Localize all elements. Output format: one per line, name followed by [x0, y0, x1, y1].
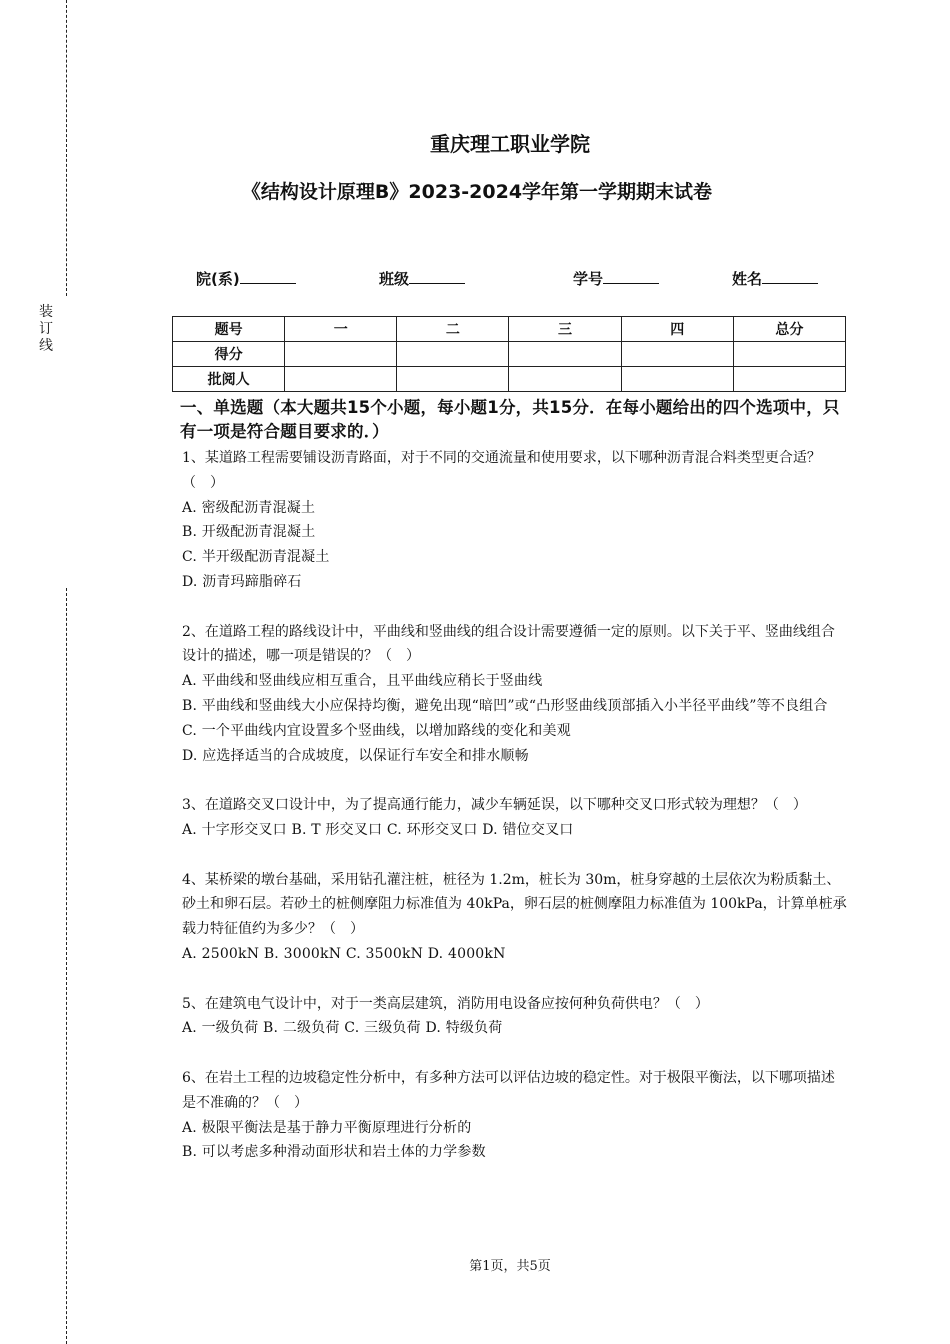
- college-label: 院(系): [196, 270, 240, 288]
- binding-char: 订: [39, 321, 53, 337]
- grader-cell[interactable]: [509, 367, 621, 392]
- question-option: C. 一个平曲线内宜设置多个竖曲线，以增加路线的变化和美观: [182, 722, 571, 739]
- score-table-col-header: 四: [621, 317, 733, 342]
- binding-dashed-line-bottom: [66, 588, 67, 1344]
- student-id-label: 学号: [573, 270, 604, 288]
- question-option: B. 开级配沥青混凝土: [182, 524, 316, 541]
- score-table-row-label: 批阅人: [173, 367, 285, 392]
- question-option: C. 半开级配沥青混凝土: [182, 549, 330, 566]
- binding-label: [37, 304, 55, 355]
- question-option: D. 应选择适当的合成坡度，以保证行车安全和排水顺畅: [182, 747, 529, 764]
- score-table-header-row: [173, 317, 846, 342]
- question-option: D. 沥青玛蹄脂碎石: [182, 573, 302, 590]
- score-cell[interactable]: [733, 342, 845, 367]
- grader-cell[interactable]: [733, 367, 845, 392]
- class-field: [379, 268, 465, 290]
- score-cell[interactable]: [285, 342, 397, 367]
- score-table-row: [173, 342, 846, 367]
- name-label: 姓名: [732, 270, 763, 288]
- college-field: [196, 268, 296, 290]
- question-stem: 2、在道路工程的路线设计中，平曲线和竖曲线的组合设计需要遵循一定的原则。以下关于平、竖曲线组合设计的描述，哪一项是错误的？（ ）: [182, 623, 835, 665]
- page-number: 第1页，共5页: [469, 1259, 551, 1274]
- question-option: A. 十字形交叉口 B. T 形交叉口 C. 环形交叉口 D. 错位交叉口: [182, 821, 574, 838]
- grader-cell[interactable]: [285, 367, 397, 392]
- question-option: A. 极限平衡法是基于静力平衡原理进行分析的: [182, 1119, 472, 1136]
- student-id-blank[interactable]: [603, 268, 659, 284]
- student-id-field: [573, 268, 659, 290]
- question-item: [182, 793, 848, 843]
- score-table-row-label: 得分: [173, 342, 285, 367]
- grader-cell[interactable]: [397, 367, 509, 392]
- question-stem: 5、在建筑电气设计中，对于一类高层建筑，消防用电设备应按何种负荷供电？（ ）: [182, 995, 709, 1012]
- college-blank[interactable]: [240, 268, 296, 284]
- class-label: 班级: [379, 270, 410, 288]
- question-option: A. 平曲线和竖曲线应相互重合，且平曲线应稍长于竖曲线: [182, 673, 543, 690]
- school-name: 重庆理工职业学院: [430, 132, 590, 156]
- binding-char: 线: [39, 338, 53, 354]
- score-cell[interactable]: [397, 342, 509, 367]
- question-stem: 4、某桥梁的墩台基础，采用钻孔灌注桩，桩径为 1.2m，桩长为 30m，桩身穿越的土层依次为粉质黏土、砂土和卵石层。若砂土的桩侧摩阻力标准值为 40kPa，卵石层的桩侧摩阻力标准值为 100kPa，计算单桩承载力特征值约为多少？（ ）: [182, 871, 847, 938]
- section-heading: 一、单选题（本大题共15个小题，每小题1分，共15分．在每小题给出的四个选项中，只有一项是符合题目要求的．）: [180, 398, 840, 441]
- score-table-col-header: 二: [397, 317, 509, 342]
- question-stem: 6、在岩土工程的边坡稳定性分析中，有多种方法可以评估边坡的稳定性。对于极限平衡法，以下哪项描述是不准确的？（ ）: [182, 1069, 835, 1111]
- question-stem: 3、在道路交叉口设计中，为了提高通行能力，减少车辆延误，以下哪种交叉口形式较为理想？（ ）: [182, 797, 807, 814]
- question-item: [182, 446, 848, 595]
- score-cell[interactable]: [509, 342, 621, 367]
- question-stem: 1、某道路工程需要铺设沥青路面，对于不同的交通流量和使用要求，以下哪种沥青混合料类型更合适？（ ）: [182, 450, 821, 491]
- question-option: A. 密级配沥青混凝土: [182, 499, 316, 516]
- score-cell[interactable]: [621, 342, 733, 367]
- score-table-row: [173, 367, 846, 392]
- exam-title: 《结构设计原理B》2023-2024学年第一学期期末试卷: [241, 181, 713, 203]
- question-list: [182, 446, 848, 1190]
- question-option: B. 平曲线和竖曲线大小应保持均衡，避免出现“暗凹”或“凸形竖曲线顶部插入小半径平曲线”等不良组合: [182, 697, 828, 714]
- question-item: [182, 992, 848, 1042]
- score-table-col-header: 三: [509, 317, 621, 342]
- question-option: A. 2500kN B. 3000kN C. 3500kN D. 4000kN: [182, 945, 506, 962]
- score-table-col-header: 总分: [733, 317, 845, 342]
- score-table-col-header: 一: [285, 317, 397, 342]
- name-field: [732, 268, 818, 290]
- grader-cell[interactable]: [621, 367, 733, 392]
- score-table-header-label: 题号: [173, 317, 285, 342]
- score-table: [172, 316, 846, 392]
- question-option: A. 一级负荷 B. 二级负荷 C. 三级负荷 D. 特级负荷: [182, 1020, 503, 1037]
- binding-char: 装: [39, 304, 53, 320]
- question-option: B. 可以考虑多种滑动面形状和岩土体的力学参数: [182, 1144, 486, 1161]
- name-blank[interactable]: [762, 268, 818, 284]
- question-item: [182, 1066, 848, 1165]
- class-blank[interactable]: [409, 268, 465, 284]
- question-item: [182, 620, 848, 769]
- question-item: [182, 868, 848, 967]
